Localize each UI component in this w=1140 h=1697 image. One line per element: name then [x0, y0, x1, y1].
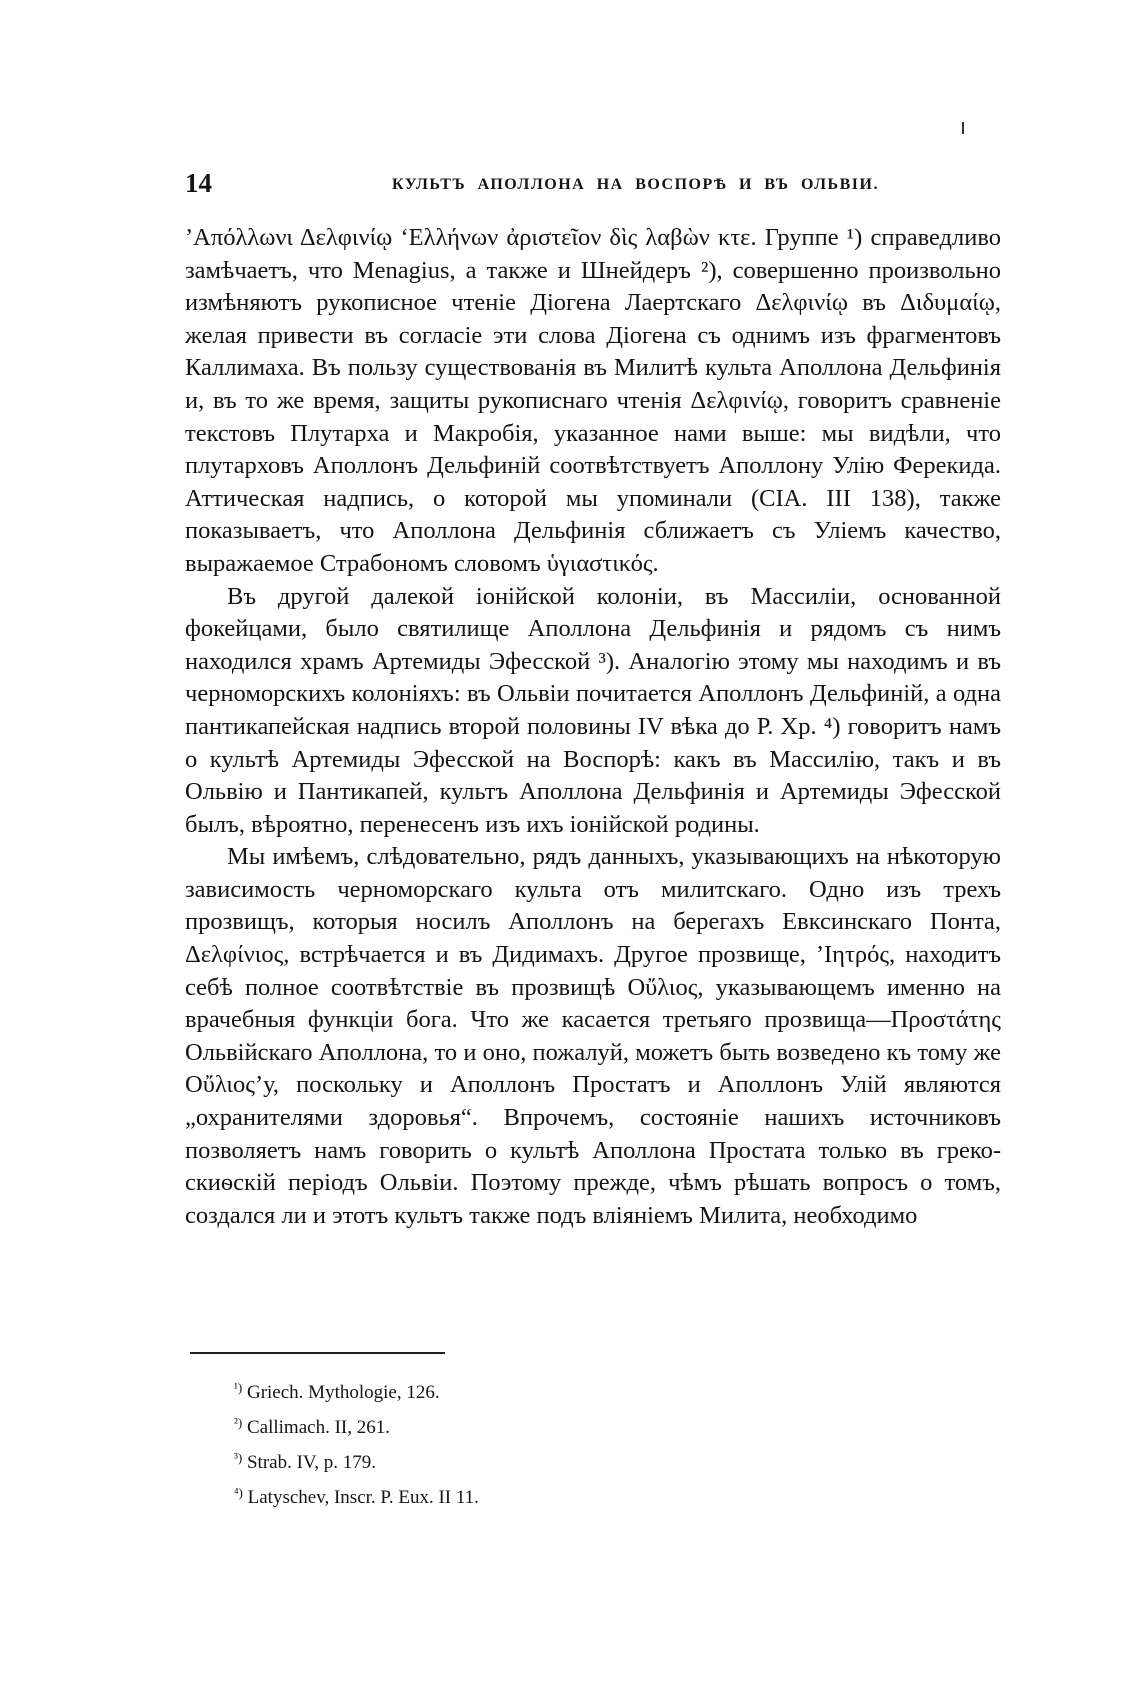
footnote-text: Strab. IV, p. 179.	[246, 1452, 376, 1473]
margin-mark	[962, 122, 964, 134]
running-title: КУЛЬТЪ АПОЛЛОНА НА ВОСПОРѢ И ВЪ ОЛЬВІИ.	[392, 176, 879, 193]
body-text	[185, 222, 1001, 1232]
footnote-marker: ²)	[234, 1415, 243, 1430]
footnote-2	[234, 1408, 934, 1443]
footnote-1	[234, 1373, 934, 1408]
footnote-text: Griech. Mythologie, 126.	[246, 1382, 440, 1403]
paragraph-3: Мы имѣемъ, слѣдовательно, рядъ данныхъ, указывающихъ на нѣкоторую зависимость черноморскаго культа отъ милитскаго. Одно изъ трехъ прозвищъ, которыя носилъ Аполлонъ на берегахъ Евксинскаго Понта, Δελφίνιος, встрѣчается и въ Дидимахъ. Другое прозвище, ’Ιητρός, находитъ себѣ полное соотвѣтствіе въ прозвищѣ Οὔλιος, указывающемъ именно на врачебныя функціи бога. Что же касается третьяго прозвища—Προστάτης Ольвійскаго Аполлона, то и оно, пожалуй, можетъ быть возведено къ тому же Οὔλιος’у, поскольку и Аполлонъ Простатъ и Аполлонъ Улій являются „охранителями здоровья“. Впрочемъ, состояніе нашихъ источниковъ позволяетъ намъ говорить о культѣ Аполлона Простата только въ греко-скиѳскій періодъ Ольвіи. Поэтому прежде, чѣмъ рѣшать вопросъ о томъ, создался ли и этотъ культъ также подъ вліяніемъ Милита, необходимо	[185, 843, 1001, 1229]
paragraph-2: Въ другой далекой іонійской колоніи, въ Массиліи, основанной фокейцами, было святилище Аполлона Дельфинія и рядомъ съ нимъ находился храмъ Артемиды Эфесской ³). Аналогію этому мы находимъ и въ черноморскихъ колоніяхъ: въ Ольвіи почитается Аполлонъ Дельфиній, а одна пантикапейская надпись второй половины IV вѣка до Р. Хр. ⁴) говоритъ намъ о культѣ Артемиды Эфесской на Воспорѣ: какъ въ Массилію, такъ и въ Ольвію и Пантикапей, культъ Аполлона Дельфинія и Артемиды Эфесской былъ, вѣроятно, перенесенъ изъ ихъ іонійской родины.	[185, 582, 1001, 838]
footnote-divider	[190, 1352, 445, 1354]
footnotes	[234, 1373, 934, 1513]
footnote-marker: ³)	[234, 1450, 243, 1465]
paragraph-1: ’Απόλλωνι Δελφινίῳ ‘Ελλήνων ἀριστεῖον δὶς λαβὼν κτε. Группе ¹) справедливо замѣчаетъ, что Menagius, а также и Шнейдеръ ²), совершенно произвольно измѣняютъ рукописное чтеніе Діогена Лаертскаго Δελφινίῳ въ Διδυμαίῳ, желая привести въ согласіе эти слова Діогена съ однимъ изъ фрагментовъ Каллимаха. Въ пользу существованія въ Милитѣ культа Аполлона Дельфинія и, въ то же время, защиты рукописнаго чтенія Δελφινίῳ, говоритъ сравненіе текстовъ Плутарха и Макробія, указанное нами выше: мы видѣли, что плутарховъ Аполлонъ Дельфиній соотвѣтствуетъ Аполлону Улію Ферекида. Аттическая надпись, о которой мы упоминали (CIA. III 138), также показываетъ, что Аполлона Дельфинія сближаетъ съ Уліемъ качество, выражаемое Страбономъ словомъ ὑγιαστικός.	[185, 224, 1001, 577]
footnote-3	[234, 1443, 934, 1478]
footnote-marker: ⁴)	[234, 1485, 243, 1500]
footnote-text: Latyschev, Inscr. P. Eux. II 11.	[247, 1487, 479, 1508]
page-header	[185, 168, 1001, 208]
page-number: 14	[185, 168, 212, 198]
footnote-text: Callimach. II, 261.	[246, 1417, 390, 1438]
footnote-marker: ¹)	[234, 1380, 243, 1395]
footnote-4	[234, 1478, 934, 1513]
